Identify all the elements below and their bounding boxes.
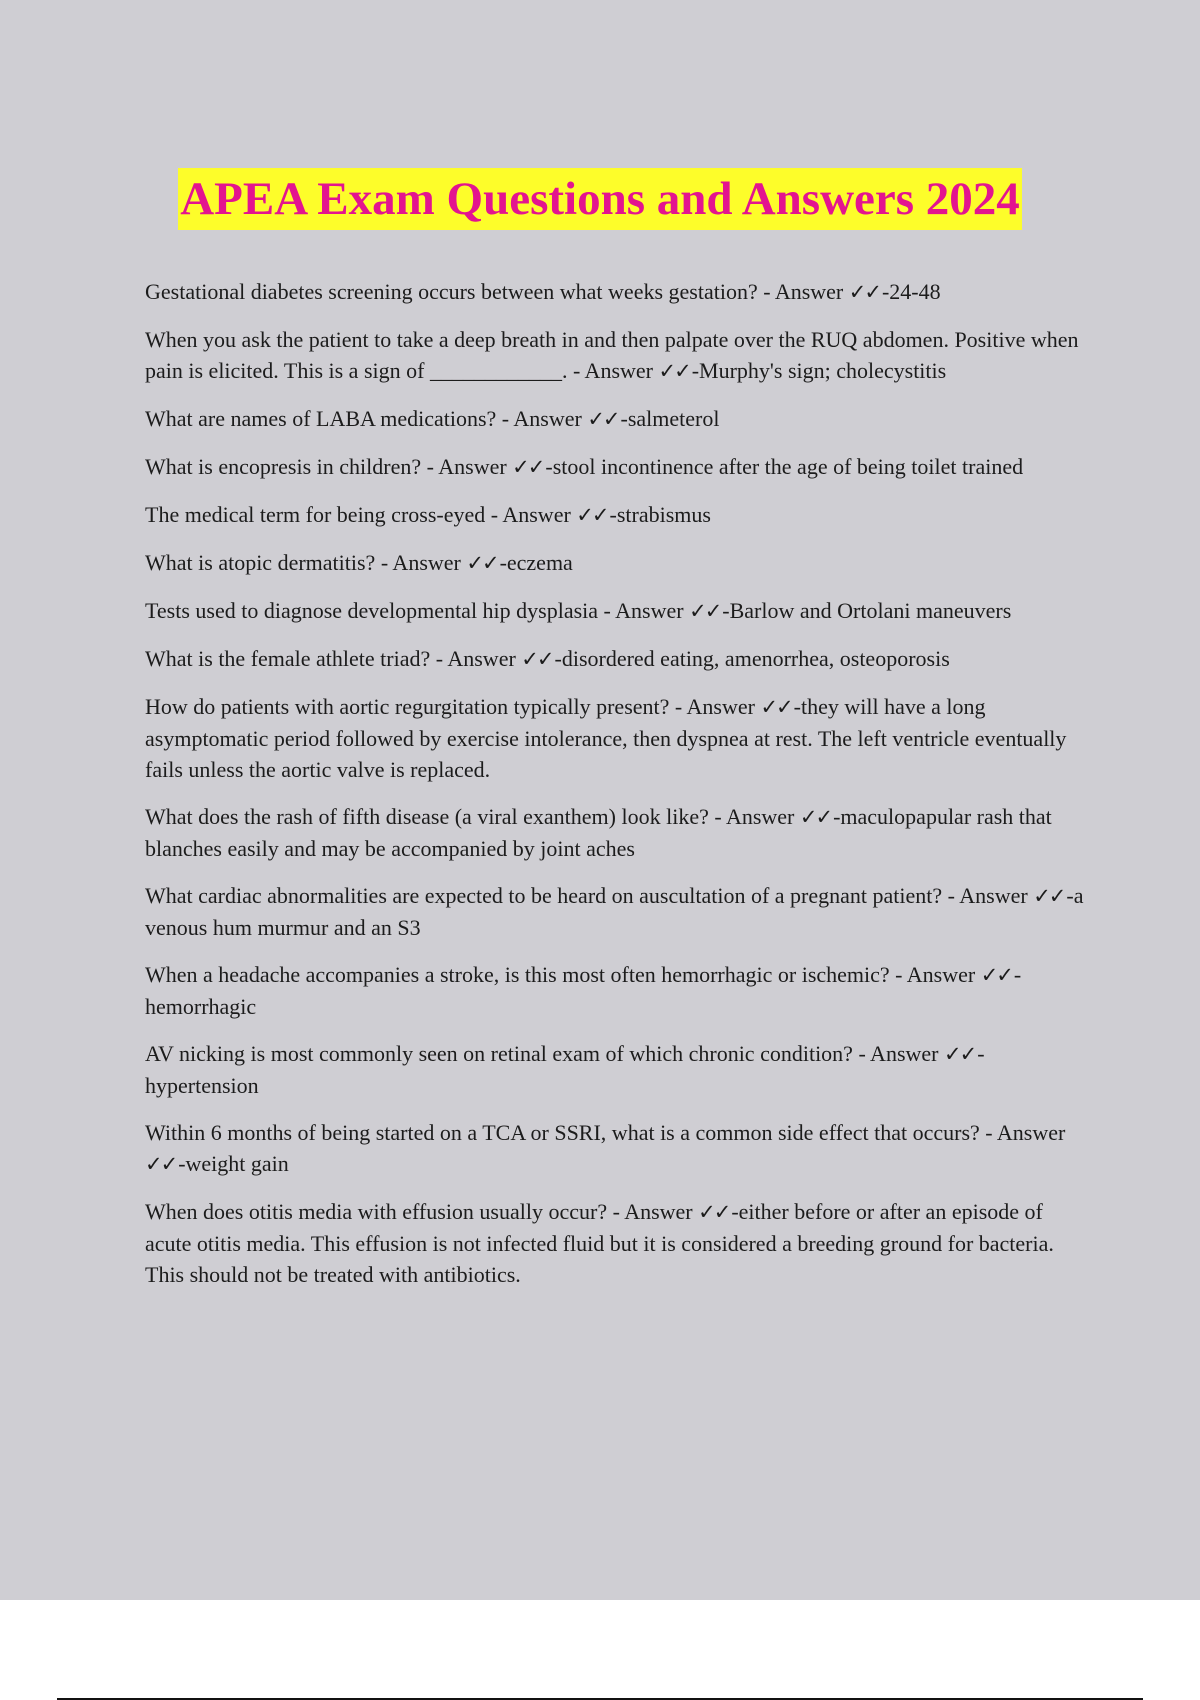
double-check-icon: ✓✓ — [698, 1200, 730, 1224]
answer-text: -either before or after an episode of acute otitis media. This effusion is not infected fluid but it is considered a breeding ground for bacteria. This should not be treated with antibiotics. — [145, 1199, 1054, 1287]
double-check-icon: ✓✓ — [145, 1152, 177, 1176]
document-title: APEA Exam Questions and Answers 2024 — [178, 168, 1022, 230]
qa-item — [145, 499, 1085, 531]
double-check-icon: ✓✓ — [760, 695, 792, 719]
answer-text: -stool incontinence after the age of being toilet trained — [545, 454, 1024, 479]
question-text: What are names of LABA medications? - Answer — [145, 406, 588, 431]
question-text: AV nicking is most commonly seen on retinal exam of which chronic condition? - Answer — [145, 1041, 944, 1066]
double-check-icon: ✓✓ — [512, 455, 544, 479]
answer-text: -strabismus — [609, 502, 711, 527]
question-text: When a headache accompanies a stroke, is this most often hemorrhagic or ischemic? - Answer — [145, 962, 981, 987]
double-check-icon: ✓✓ — [587, 407, 619, 431]
question-text: The medical term for being cross-eyed - Answer — [145, 502, 577, 527]
answer-text: -weight gain — [178, 1151, 289, 1176]
title-container — [0, 168, 1200, 230]
double-check-icon: ✓✓ — [576, 503, 608, 527]
question-text: Tests used to diagnose developmental hip dysplasia - Answer — [145, 598, 690, 623]
question-text: What cardiac abnormalities are expected to be heard on auscultation of a pregnant patient? - Answer — [145, 883, 1034, 908]
question-text: Within 6 months of being started on a TCA or SSRI, what is a common side effect that occurs? - Answer — [145, 1120, 1066, 1145]
double-check-icon: ✓✓ — [689, 599, 721, 623]
question-text: What is encopresis in children? - Answer — [145, 454, 513, 479]
answer-text: -hemorrhagic — [145, 962, 1022, 1019]
answer-text: -24-48 — [881, 279, 941, 304]
answer-text: -salmeterol — [620, 406, 720, 431]
double-check-icon: ✓✓ — [848, 280, 880, 304]
double-check-icon: ✓✓ — [466, 551, 498, 575]
qa-list — [145, 276, 1085, 1306]
qa-item — [145, 1038, 1085, 1101]
answer-text: -they will have a long asymptomatic period followed by exercise intolerance, then dyspnea at rest. The left ventricle eventually fails unless the aortic valve is replaced. — [145, 694, 1067, 782]
qa-item — [145, 801, 1085, 864]
double-check-icon: ✓✓ — [799, 805, 832, 829]
double-check-icon: ✓✓ — [943, 1042, 976, 1066]
answer-text: -a venous hum murmur and an S3 — [145, 883, 1084, 940]
qa-item — [145, 1117, 1085, 1180]
double-check-icon: ✓✓ — [1033, 884, 1065, 908]
answer-text: -Murphy's sign; cholecystitis — [691, 358, 947, 383]
qa-item — [145, 691, 1085, 785]
qa-item — [145, 1196, 1085, 1290]
qa-item — [145, 324, 1085, 387]
qa-item — [145, 643, 1085, 675]
question-text: What is atopic dermatitis? - Answer — [145, 550, 467, 575]
question-text: What is the female athlete triad? - Answer — [145, 646, 522, 671]
double-check-icon: ✓✓ — [980, 963, 1012, 987]
qa-item — [145, 451, 1085, 483]
qa-item — [145, 276, 1085, 308]
question-text: Gestational diabetes screening occurs between what weeks gestation? - Answer — [145, 279, 849, 304]
page-footer — [0, 1600, 1200, 1700]
qa-item — [145, 959, 1085, 1022]
answer-text: -disordered eating, amenorrhea, osteoporosis — [554, 646, 950, 671]
qa-item — [145, 880, 1085, 943]
question-text: What does the rash of fifth disease (a viral exanthem) look like? - Answer — [145, 804, 800, 829]
double-check-icon: ✓✓ — [658, 359, 690, 383]
answer-text: -maculopapular rash that blanches easily and may be accompanied by joint aches — [145, 804, 1052, 861]
question-text: When does otitis media with effusion usually occur? - Answer — [145, 1199, 699, 1224]
question-text: How do patients with aortic regurgitation typically present? - Answer — [145, 694, 761, 719]
question-text: When you ask the patient to take a deep breath in and then palpate over the RUQ abdomen. Positive when pain is elicited. This is a sign of ____________. - Answer — [145, 327, 1079, 383]
answer-text: -Barlow and Ortolani maneuvers — [722, 598, 1012, 623]
double-check-icon: ✓✓ — [521, 647, 553, 671]
qa-item — [145, 595, 1085, 627]
qa-item — [145, 403, 1085, 435]
qa-item — [145, 547, 1085, 579]
answer-text: -hypertension — [145, 1041, 985, 1098]
answer-text: -eczema — [499, 550, 573, 575]
